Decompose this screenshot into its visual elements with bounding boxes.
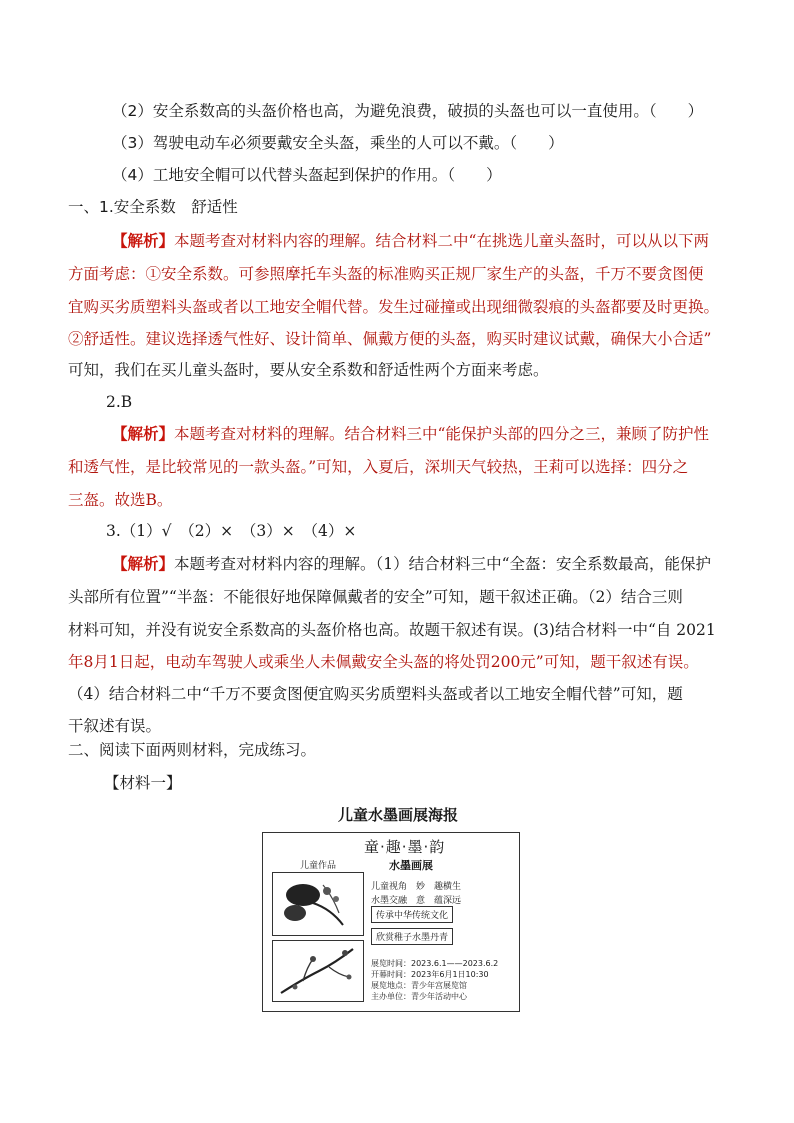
poster-box-2: 欣赏稚子水墨丹青 [371, 928, 453, 945]
analysis-tag: 【解析】 [112, 425, 175, 443]
q2-answer: 2.B [106, 393, 133, 411]
question-4: （4）工地安全帽可以代替头盔起到保护的作用。（ ） [112, 166, 502, 184]
section2-heading: 二、阅读下面两则材料，完成练习。 [68, 741, 317, 759]
poster-brand: 童·趣·墨·韵 [364, 838, 446, 856]
analysis-3-line-6: 干叙述有误。 [68, 717, 162, 735]
analysis-1-line-4: ②舒适性。建议选择透气性好、设计简单、佩戴方便的头盔，购买时建议试戴，确保大小合适” [68, 330, 712, 348]
analysis-3-line-4: 年8月1日起，电动车驾驶人或乘坐人未佩戴安全头盔的将处罚200元”可知，题干叙述有误。 [68, 653, 699, 671]
analysis-3-line-3: 材料可知，并没有说安全系数高的头盔价格也高。故题干叙述有误。(3)结合材料一中“自 2021 [68, 621, 716, 639]
poster-slogan-2: 水墨交融 意 蕴深远 [371, 896, 462, 906]
question-2: （2）安全系数高的头盔价格也高，为避免浪费，破损的头盔也可以一直使用。（ ） [112, 102, 704, 120]
analysis-tag: 【解析】 [112, 232, 175, 250]
ink-painting-flower [272, 872, 364, 936]
analysis-tag: 【解析】 [112, 555, 175, 573]
analysis-1-line-3: 宜购买劣质塑料头盔或者以工地安全帽代替。发生过碰撞或出现细微裂痕的头盔都要及时更换。 [68, 298, 720, 316]
analysis-2-line-1: 【解析】本题考查对材料的理解。结合材料三中“能保护头部的四分之三，兼顾了防护性 [112, 425, 709, 443]
section1-answer: 一、1.安全系数 舒适性 [68, 198, 238, 216]
analysis-3-line-1: 【解析】本题考查对材料内容的理解。（1）结合材料三中“全盔：安全系数最高，能保护 [112, 555, 712, 573]
analysis-2-line-3: 三盔。故选B。 [68, 491, 173, 509]
poster-info-1: 展览时间：2023.6.1——2023.6.2 [371, 959, 499, 968]
poster-box-1: 传承中华传统文化 [371, 906, 453, 923]
ink-painting-plum [272, 940, 364, 1002]
poster-info-3: 展览地点：青少年宫展览馆 [371, 981, 467, 990]
q3-answer: 3.（1）√ （2）× （3）× （4）× [106, 522, 357, 540]
question-3: （3）驾驶电动车必须要戴安全头盔，乘坐的人可以不戴。（ ） [112, 134, 564, 152]
ink-flower-icon [273, 873, 363, 935]
analysis-3-line-2: 头部所有位置”“半盔：不能很好地保障佩戴者的安全”可知，题干叙述正确。（2）结合三则 [68, 588, 683, 606]
exhibit-name: 水墨画展 [389, 859, 433, 872]
poster-slogan-1: 儿童视角 妙 趣横生 [371, 882, 462, 892]
analysis-1-line-5: 可知，我们在买儿童头盔时，要从安全系数和舒适性两个方面来考虑。 [68, 361, 549, 379]
analysis-3-line-5: （4）结合材料二中“千万不要贪图便宜购买劣质塑料头盔或者以工地安全帽代替”可知，题 [68, 685, 683, 703]
poster-title: 儿童水墨画展海报 [338, 806, 459, 824]
analysis-1-line-2: 方面考虑：①安全系数。可参照摩托车头盔的标准购买正规厂家生产的头盔，千万不要贪图便 [68, 265, 704, 283]
poster-info-2: 开幕时间：2023年6月1日10:30 [371, 970, 489, 979]
poster-info-4: 主办单位：青少年活动中心 [371, 992, 467, 1001]
analysis-2-line-2: 和透气性，是比较常见的一款头盔。”可知，入夏后，深圳天气较热，王莉可以选择：四分之 [68, 458, 689, 476]
material1-label: 【材料一】 [104, 774, 182, 792]
works-label: 儿童作品 [300, 861, 337, 871]
analysis-1-line-1: 【解析】本题考查对材料内容的理解。结合材料二中“在挑选儿童头盔时，可以从以下两 [112, 232, 709, 250]
ink-plum-icon [273, 941, 363, 1001]
